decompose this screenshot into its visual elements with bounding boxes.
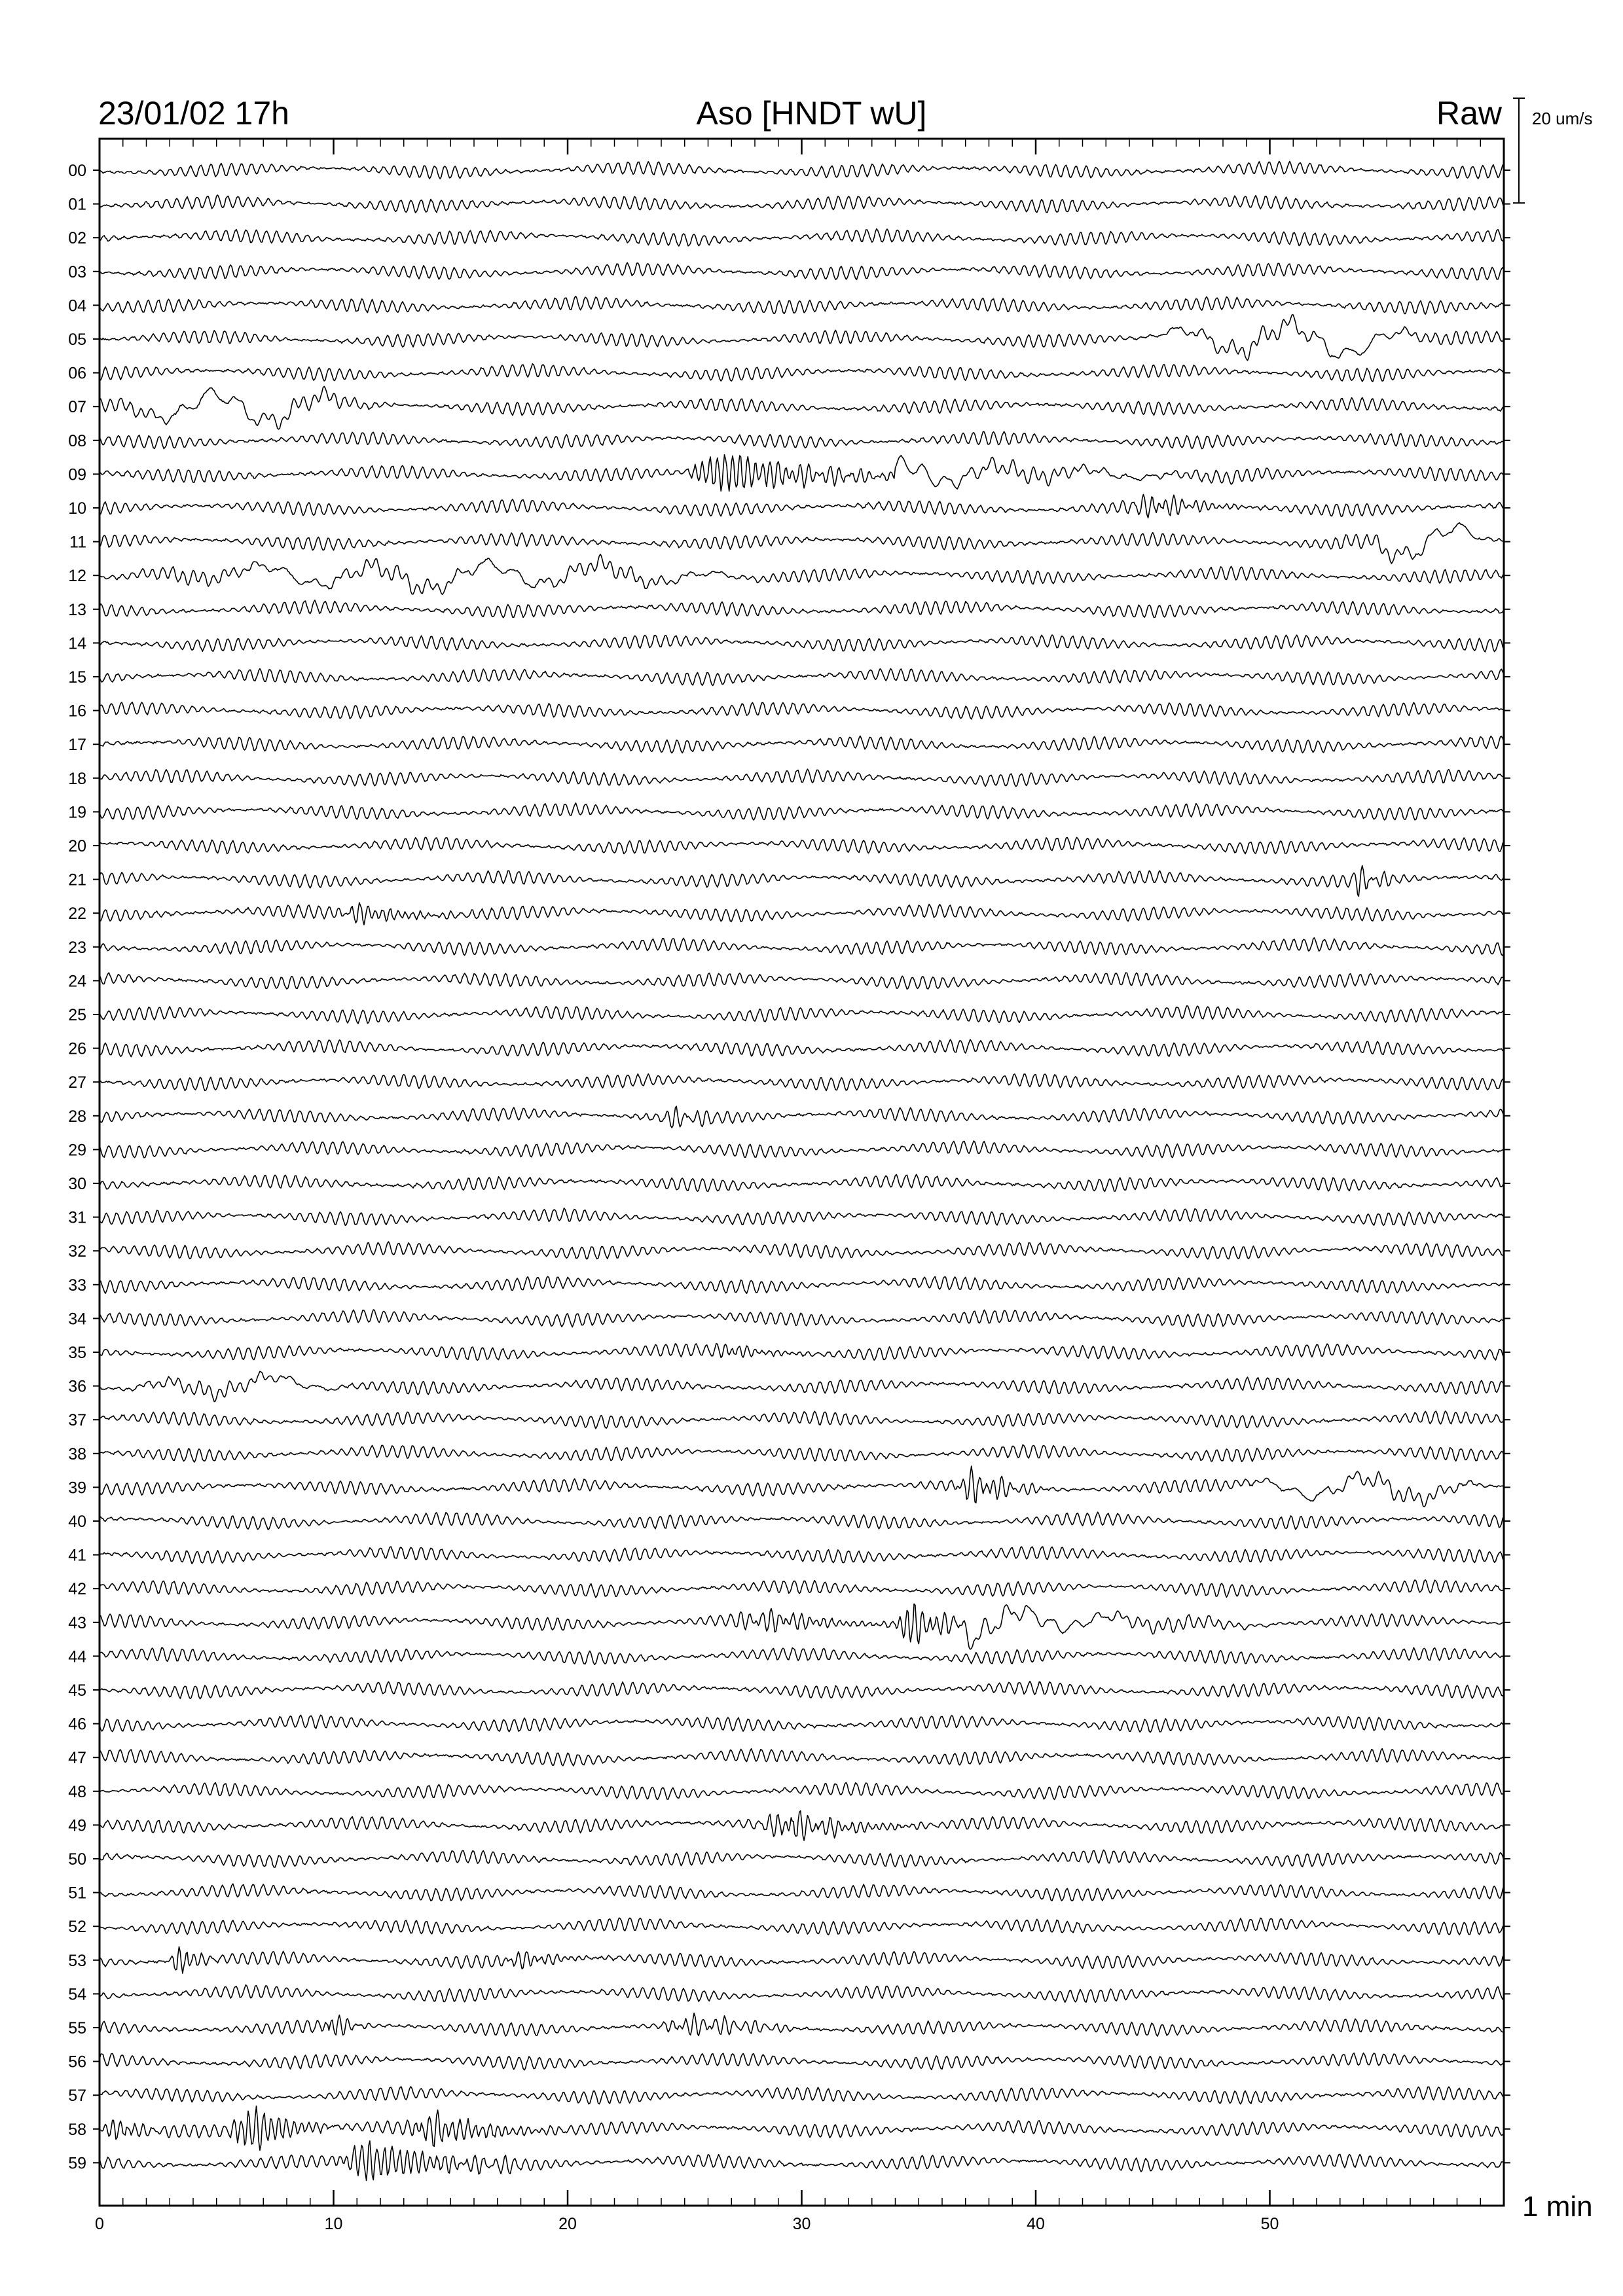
row-label: 13	[68, 600, 86, 619]
scale-value-label: 20 um/s	[1532, 109, 1593, 128]
row-label: 51	[68, 1884, 86, 1903]
x-axis-labels	[95, 2215, 1279, 2233]
x-tick-label: 0	[95, 2215, 104, 2233]
row-label: 09	[68, 465, 86, 484]
trace-line	[100, 600, 1504, 618]
trace-line	[100, 1466, 1504, 1507]
trace-line	[100, 1141, 1504, 1158]
row-label: 03	[68, 262, 86, 281]
row-label: 21	[68, 870, 86, 889]
row-label: 05	[68, 331, 86, 349]
trace-line	[100, 1783, 1504, 1800]
trace-line	[100, 523, 1504, 564]
row-label: 33	[68, 1276, 86, 1295]
trace-line	[100, 903, 1504, 925]
trace-line	[100, 1547, 1504, 1564]
trace-line	[100, 1681, 1504, 1699]
trace-line	[100, 938, 1504, 956]
trace-line	[100, 455, 1504, 492]
row-label: 55	[68, 2019, 86, 2037]
trace-line	[100, 1715, 1504, 1732]
row-label: 48	[68, 1782, 86, 1801]
trace-line	[100, 2106, 1504, 2151]
row-label: 31	[68, 1208, 86, 1227]
trace-line	[100, 837, 1504, 853]
row-label: 28	[68, 1107, 86, 1126]
trace-line	[100, 386, 1504, 429]
trace-line	[100, 431, 1504, 448]
trace-line	[100, 2141, 1504, 2181]
trace-line	[100, 1006, 1504, 1024]
row-label: 46	[68, 1715, 86, 1734]
trace-line	[100, 195, 1504, 213]
row-label: 17	[68, 736, 86, 755]
row-label: 36	[68, 1377, 86, 1396]
row-label: 24	[68, 972, 86, 991]
row-label: 00	[68, 162, 86, 180]
trace-line	[100, 1512, 1504, 1530]
trace-line	[100, 973, 1504, 989]
trace-line	[100, 769, 1504, 787]
row-label: 14	[68, 634, 86, 653]
trace-line	[100, 2013, 1504, 2036]
time-unit-label: 1 min	[1522, 2191, 1593, 2223]
row-label: 18	[68, 769, 86, 788]
trace-line	[100, 1647, 1504, 1664]
row-label: 54	[68, 1985, 86, 2004]
trace-line	[100, 296, 1504, 315]
trace-line	[100, 635, 1504, 652]
row-label: 40	[68, 1513, 86, 1531]
row-label: 53	[68, 1951, 86, 1970]
trace-line	[100, 554, 1504, 595]
row-label: 12	[68, 567, 86, 586]
trace-line	[100, 866, 1504, 897]
trace-line	[100, 1371, 1504, 1401]
trace-line	[100, 1749, 1504, 1766]
row-label: 16	[68, 702, 86, 721]
row-label: 10	[68, 499, 86, 518]
trace-line	[100, 1242, 1504, 1259]
trace-line	[100, 1444, 1504, 1462]
row-label: 41	[68, 1546, 86, 1565]
trace-line	[100, 1884, 1504, 1901]
row-label: 15	[68, 668, 86, 687]
row-label: 50	[68, 1850, 86, 1869]
row-label: 07	[68, 398, 86, 417]
row-label: 44	[68, 1647, 86, 1666]
x-tick-label: 50	[1260, 2215, 1279, 2233]
trace-line	[100, 1039, 1504, 1056]
row-label: 58	[68, 2120, 86, 2139]
trace-line	[100, 1411, 1504, 1429]
trace-lines	[93, 162, 1510, 2181]
trace-line	[100, 1074, 1504, 1091]
trace-line	[100, 2053, 1504, 2070]
row-label: 30	[68, 1175, 86, 1193]
x-tick-label: 40	[1027, 2215, 1045, 2233]
row-label: 06	[68, 364, 86, 383]
trace-line	[100, 1276, 1504, 1293]
row-label: 32	[68, 1242, 86, 1261]
row-label: 08	[68, 431, 86, 450]
x-tick-label: 10	[324, 2215, 343, 2233]
row-label: 29	[68, 1141, 86, 1160]
row-label: 39	[68, 1479, 86, 1498]
row-label: 34	[68, 1310, 86, 1329]
trace-line	[100, 1208, 1504, 1226]
trace-line	[100, 1344, 1504, 1361]
row-label: 59	[68, 2154, 86, 2173]
row-label: 37	[68, 1411, 86, 1430]
row-label: 26	[68, 1039, 86, 1058]
row-label: 52	[68, 1918, 86, 1937]
trace-line	[100, 162, 1504, 179]
row-label: 27	[68, 1073, 86, 1092]
row-label: 11	[69, 533, 86, 552]
trace-line	[100, 229, 1504, 246]
row-labels	[68, 162, 86, 2172]
trace-line	[100, 1850, 1504, 1867]
trace-line	[100, 1580, 1504, 1598]
minute-ticks	[100, 139, 1504, 2206]
row-label: 57	[68, 2087, 86, 2106]
x-tick-label: 30	[792, 2215, 811, 2233]
trace-line	[100, 1918, 1504, 1935]
x-tick-label: 20	[558, 2215, 577, 2233]
row-label: 56	[68, 2053, 86, 2072]
row-label: 49	[68, 1816, 86, 1835]
trace-line	[100, 803, 1504, 820]
trace-line	[100, 1604, 1504, 1649]
trace-line	[100, 1310, 1504, 1327]
mode-label: Raw	[1436, 95, 1502, 132]
row-label: 23	[68, 938, 86, 957]
trace-line	[100, 1174, 1504, 1191]
row-label: 25	[68, 1006, 86, 1024]
trace-line	[100, 495, 1504, 518]
trace-line	[100, 669, 1504, 686]
trace-line	[100, 364, 1504, 382]
plot-frame	[100, 139, 1504, 2206]
trace-line	[100, 2087, 1504, 2104]
trace-line	[100, 1946, 1504, 1973]
row-label: 02	[68, 229, 86, 248]
row-label: 04	[68, 296, 86, 315]
row-label: 20	[68, 837, 86, 855]
row-label: 38	[68, 1444, 86, 1463]
trace-line	[100, 1106, 1504, 1128]
date-hour-label: 23/01/02 17h	[98, 95, 289, 132]
row-label: 47	[68, 1749, 86, 1768]
row-label: 22	[68, 905, 86, 924]
row-label: 19	[68, 803, 86, 822]
trace-line	[100, 736, 1504, 753]
row-label: 43	[68, 1613, 86, 1632]
trace-line	[100, 702, 1504, 719]
row-label: 42	[68, 1580, 86, 1599]
row-label: 01	[68, 195, 86, 214]
row-label: 45	[68, 1681, 86, 1700]
trace-line	[100, 1811, 1504, 1840]
station-title: Aso [HNDT wU]	[696, 95, 927, 132]
trace-line	[100, 262, 1504, 280]
row-label: 35	[68, 1344, 86, 1362]
trace-line	[100, 1985, 1504, 2003]
trace-line	[100, 315, 1504, 361]
